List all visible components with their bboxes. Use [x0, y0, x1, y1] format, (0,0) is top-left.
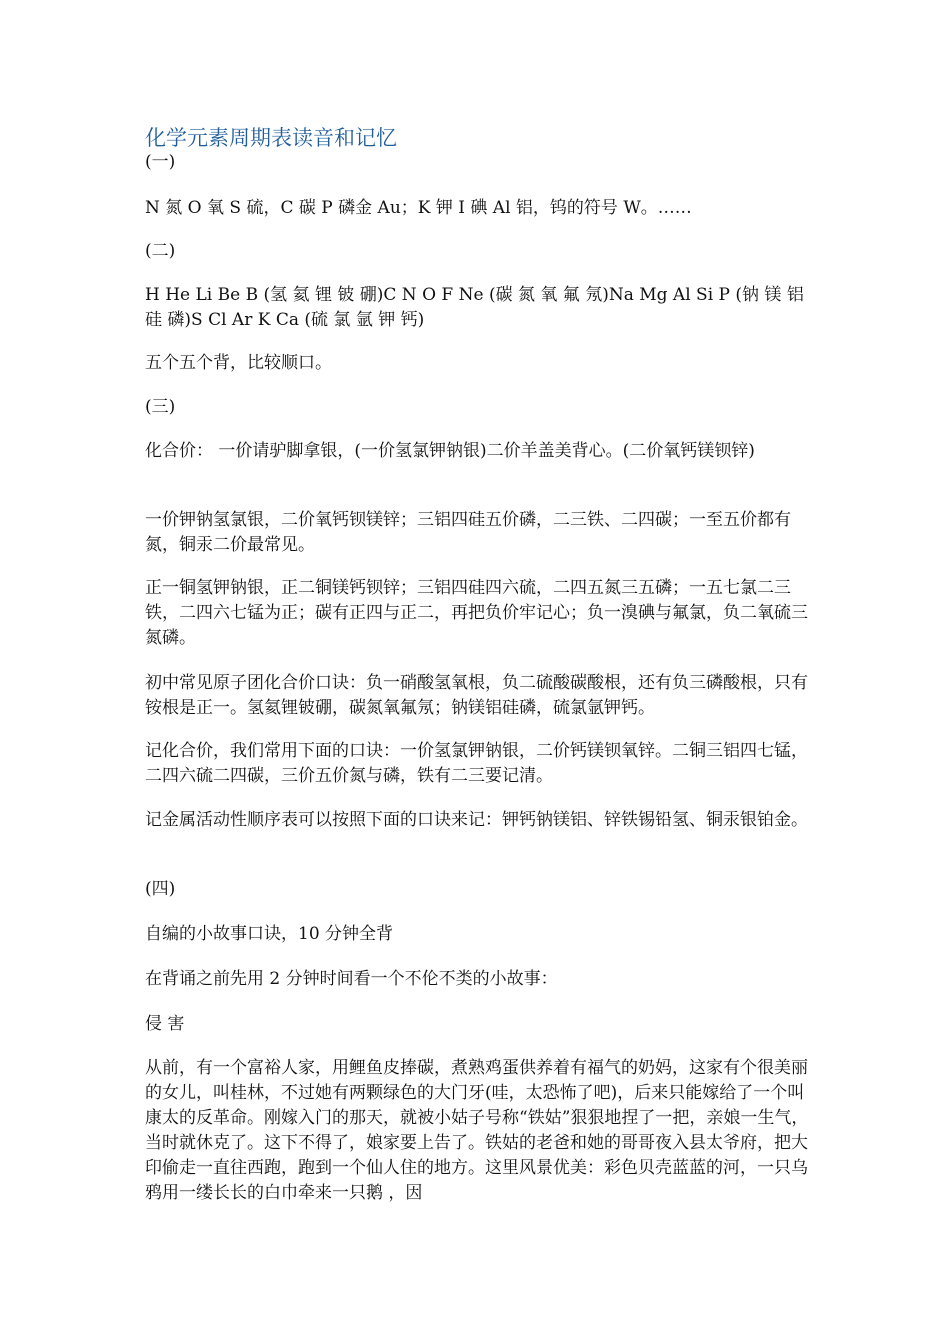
paragraph-story-body: 从前，有一个富裕人家，用鲤鱼皮捧碳，煮熟鸡蛋供养着有福气的奶妈，这家有个很美丽的女儿，叫桂林，不过她有两颗绿色的大门牙(哇，太恐怖了吧)，后来只能嫁给了一个叫康太的反革命。刚嫁入门的那天，就被小姑子号称“铁姑”狠狠地捏了一把，亲娘一生气，当时就休克了。这下不得了，娘家要上告了。铁姑的老爸和她的哥哥夜入县太爷府，把大印偷走一直往西跑，跑到一个仙人住的地方。这里风景优美：彩色贝壳蓝蓝的河，一只乌鸦用一缕长长的白巾牵来一只鹅 ，因: [145, 1058, 809, 1203]
section-heading-2: (二): [145, 241, 176, 261]
section-heading-1: (一): [145, 152, 176, 172]
paragraph-radical-groups: 初中常见原子团化合价口诀：负一硝酸氢氧根，负二硫酸碳酸根，还有负三磷酸根，只有铵根是正一。氢氦锂铍硼，碳氮氧氟氖；钠镁铝硅磷，硫氯氩钾钙。: [145, 673, 808, 718]
paragraph-positive-negative-valence: 正一铜氢钾钠银，正二铜镁钙钡锌；三铝四硅四六硫，二四五氮三五磷；一五七氯二三铁，二四六七锰为正；碳有正四与正二，再把负价牢记心；负一溴碘与氟氯，负二氧硫三氮磷。: [145, 578, 808, 648]
section-heading-4: (四): [145, 879, 176, 899]
paragraph-story-intro: 自编的小故事口诀，10 分钟全背: [145, 924, 394, 944]
section-heading-3: (三): [145, 397, 176, 417]
story-title: 侵 害: [145, 1014, 185, 1034]
paragraph-valence-rhyme: 一价钾钠氢氯银，二价氧钙钡镁锌；三铝四硅五价磷，二三铁、二四碳；一至五价都有氮，铜汞二价最常见。: [145, 510, 791, 555]
paragraph-valence-mnemonic: 化合价： 一价请驴脚拿银，(一价氢氯钾钠银)二价羊盖美背心。(二价氧钙镁钡锌): [145, 441, 755, 461]
document-title: 化学元素周期表读音和记忆: [145, 126, 397, 150]
paragraph-common-valence: 记化合价，我们常用下面的口诀：一价氢氯钾钠银，二价钙镁钡氧锌。二铜三铝四七锰，二四六硫二四碳，三价五价氮与磷，铁有二三要记清。: [145, 741, 808, 786]
paragraph-story-preface: 在背诵之前先用 2 分钟时间看一个不伦不类的小故事：: [145, 969, 558, 989]
paragraph-first-twenty-elements: H He Li Be B (氢 氦 锂 铍 硼)C N O F Ne (碳 氮 氧 氟 氖)Na Mg Al Si P (钠 镁 铝 硅 磷)S Cl Ar K Ca (硫 氯 氩 钾 钙): [145, 285, 804, 330]
paragraph-element-symbols: N 氮 O 氧 S 硫，C 碳 P 磷金 Au；K 钾 I 碘 Al 铝，钨的符号 W。……: [145, 198, 692, 218]
paragraph-five-by-five: 五个五个背，比较顺口。: [145, 353, 332, 373]
paragraph-metal-activity: 记金属活动性顺序表可以按照下面的口诀来记：钾钙钠镁铝、锌铁锡铅氢、铜汞银铂金。: [145, 810, 808, 830]
